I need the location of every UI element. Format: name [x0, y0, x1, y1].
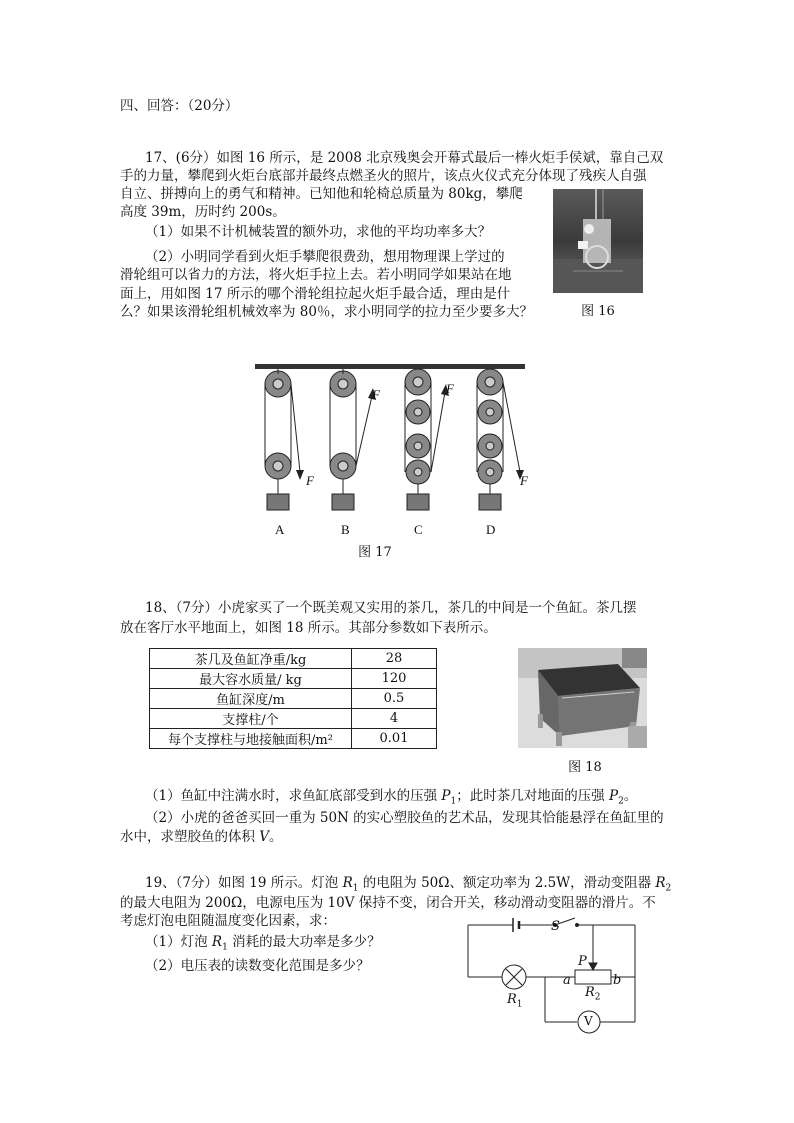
q17-line-4: 高度 39m，历时约 200s。 — [120, 204, 286, 220]
figure-18-photo — [518, 648, 647, 748]
q19-sub1 — [145, 932, 381, 958]
section-header: 四、回答：（20分） — [120, 98, 239, 114]
pulley-option-a: A — [275, 522, 285, 537]
q17-sub2-line-3: 面上，用如图 17 所示的哪个滑轮组拉起火炬手最合适，理由是什 — [120, 286, 511, 302]
q18-line-1: 18、（7分）小虎家买了一个既美观又实用的茶几，茶几的中间是一个鱼缸。茶几摆 — [145, 600, 637, 616]
figure-17-caption: 图 17 — [358, 545, 392, 560]
table-value: 0.01 — [352, 729, 437, 749]
q19-sub1-text: 消耗的最大功率是多少？ — [227, 934, 381, 950]
force-label-a: F — [306, 473, 314, 488]
table-row — [150, 709, 437, 729]
q18-sub1-text: 。 — [623, 788, 638, 804]
var-v: V — [259, 829, 270, 845]
figure-18-caption: 图 18 — [568, 760, 602, 775]
var-r: R — [585, 985, 595, 1000]
table-value: 4 — [352, 709, 437, 729]
table-row — [150, 669, 437, 689]
table-row — [150, 649, 437, 669]
q17-sub1: （1）如果不计机械装置的额外功，求他的平均功率多大？ — [145, 224, 492, 240]
circuit-slider-label: P — [578, 954, 587, 969]
force-label-c: F — [446, 381, 454, 396]
q19-text: 19、（7分）如图 19 所示。灯泡 — [145, 875, 343, 891]
figure-16-photo — [553, 189, 643, 293]
var-subscript: 2 — [618, 796, 624, 807]
var-r: R — [655, 875, 666, 891]
var-subscript: 2 — [594, 992, 601, 1003]
table-row — [150, 729, 437, 749]
table-key: 支撑柱/个 — [150, 709, 352, 729]
table-key: 鱼缸深度/m — [150, 689, 352, 709]
var-r: R — [507, 992, 517, 1007]
q18-sub2-line-1: （2）小虎的爸爸买回一重为 50N 的实心塑胶鱼的艺术品，发现其恰能悬浮在鱼缸里的 — [145, 810, 664, 826]
q17-line-2: 手的力量，攀爬到火炬台底部并最终点燃圣火的照片，该点火仪式充分体现了残疾人自强 — [120, 168, 647, 184]
figure-17-pulley-diagram — [250, 362, 530, 512]
var-r: R — [211, 934, 223, 950]
q19-text: 的电阻为 50Ω、额定功率为 2.5W，滑动变阻器 — [358, 875, 656, 891]
pulley-option-d: D — [486, 522, 496, 537]
q19-sub2: （2）电压表的读数变化范围是多少？ — [145, 958, 370, 974]
var-p: P — [441, 788, 451, 804]
circuit-switch-label: S — [551, 919, 560, 934]
var-p: P — [609, 788, 619, 804]
q17-sub2-line-4: 么？如果该滑轮组机械效率为 80％，求小明同学的拉力至少要多大？ — [120, 304, 533, 320]
q19-line-2: 的最大电阻为 200Ω，电源电压为 10V 保持不变，闭合开关，移动滑动变阻器的滑片。不 — [120, 895, 656, 911]
pulley-system-a — [265, 369, 304, 510]
var-subscript: 2 — [665, 883, 672, 894]
table-value: 120 — [352, 669, 437, 689]
q18-sub2-text: 水中，求塑胶鱼的体积 — [120, 829, 260, 845]
var-subscript: 1 — [450, 796, 457, 807]
pulley-option-c: C — [414, 522, 423, 537]
q17-sub2-line-1: （2）小明同学看到火炬手攀爬很费劲，想用物理课上学过的 — [145, 249, 505, 265]
pulley-system-c — [405, 369, 449, 510]
var-subscript: 1 — [352, 883, 359, 894]
q18-line-2: 放在客厅水平地面上，如图 18 所示。其部分参数如下表所示。 — [120, 620, 497, 636]
var-r: R — [342, 875, 353, 891]
force-label-d: F — [520, 473, 528, 488]
circuit-r1-label — [507, 992, 523, 1010]
q19-sub1-text: （1）灯泡 — [145, 934, 212, 950]
pulley-option-b: B — [341, 522, 350, 537]
voltmeter-label: V — [584, 1014, 593, 1028]
q18-sub2-line-2 — [120, 827, 283, 847]
q19-line-3: 考虑灯泡电阻随温度变化因素，求： — [120, 913, 336, 929]
table-value: 0.5 — [352, 689, 437, 709]
q17-sub2-line-2: 滑轮组可以省力的方法，将火炬手拉上去。若小明同学如果站在地 — [120, 267, 512, 283]
table-value: 28 — [352, 649, 437, 669]
q18-sub1-text: ；此时茶几对地面的压强 — [456, 788, 610, 804]
pulley-system-d — [477, 369, 524, 510]
q17-line-1: 17、(6分）如图 16 所示，是 2008 北京残奥会开幕式最后一棒火炬手侯斌，靠自己双 — [145, 150, 664, 166]
pulley-system-b — [330, 369, 376, 510]
q18-sub1-text: （1）鱼缸中注满水时，求鱼缸底部受到水的压强 — [145, 788, 442, 804]
q17-line-3: 自立、拼搏向上的勇气和精神。已知他和轮椅总质量为 80kg，攀爬 — [120, 186, 523, 202]
figure-16-caption: 图 16 — [581, 304, 615, 319]
table-key: 每个支撑柱与地接触面积/m² — [150, 729, 352, 749]
var-subscript: 1 — [222, 942, 228, 953]
var-subscript: 1 — [516, 999, 523, 1010]
force-label-b: F — [372, 387, 380, 402]
table-row — [150, 689, 437, 709]
table-key: 最大容水质量/ kg — [150, 669, 352, 689]
q18-parameter-table — [149, 648, 437, 749]
circuit-r2-label — [585, 985, 601, 1003]
table-key: 茶几及鱼缸净重/kg — [150, 649, 352, 669]
q18-sub2-text: 。 — [269, 829, 283, 845]
circuit-terminal-a: a — [563, 973, 571, 988]
circuit-terminal-b: b — [613, 973, 622, 988]
